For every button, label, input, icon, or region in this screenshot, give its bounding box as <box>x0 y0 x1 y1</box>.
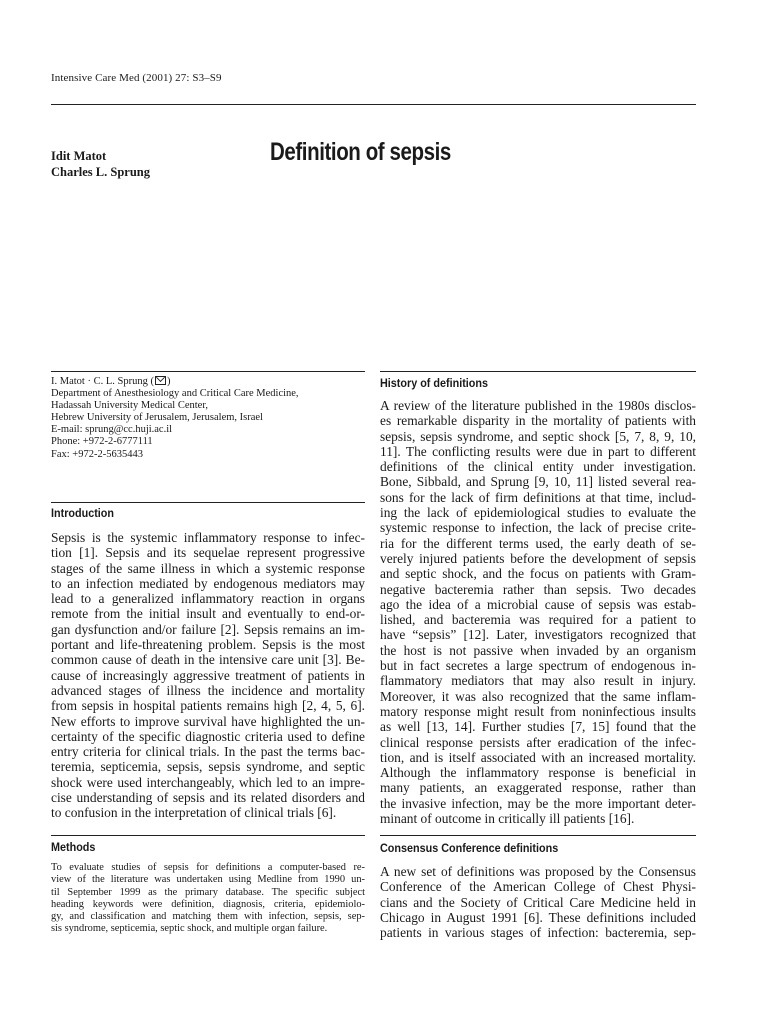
text-line: sons for the lack of firm definitions at that time, includ- <box>380 489 696 505</box>
text-line: the host is not passive when invaded by an organism <box>380 642 696 658</box>
text-line: Moreover, it was also recognized that the same inflam- <box>380 688 696 704</box>
text-line: Although the inflammatory response is beneficial in <box>380 765 696 781</box>
text-line: teremia, septicemia, sepsis, sepsis syndrome, and septic <box>51 759 365 775</box>
text-line: verely injured patients before the development of sepsis <box>380 550 696 566</box>
author-list <box>51 148 150 180</box>
text-line: ria for the different terms used, the early death of se- <box>380 535 696 551</box>
text-line: minant of outcome in critically ill patients [16]. <box>380 811 635 827</box>
header-rule <box>51 104 696 105</box>
introduction-heading: Introduction <box>51 506 114 520</box>
methods-rule <box>51 835 365 836</box>
text-line: To evaluate studies of sepsis for definitions a computer-based re- <box>51 862 365 873</box>
affiliation-rule <box>51 371 365 372</box>
text-line: certainty of the specific diagnostic criteria used to define <box>51 728 365 744</box>
text-line: New efforts to improve survival have highlighted the un- <box>51 713 365 729</box>
text-line: view of the literature was undertaken using Medline from 1990 un- <box>51 874 365 886</box>
text-line: entry criteria for clinical trials. In the past the terms bac- <box>51 744 365 760</box>
affiliation-names: I. Matot · C. L. Sprung ( ) <box>51 376 171 387</box>
text-line: cause of increasingly aggressive treatment of patients in <box>51 667 365 683</box>
affiliation-email[interactable]: E-mail: sprung@cc.huji.ac.il <box>51 424 173 436</box>
text-line: tion [1]. Sepsis and its sequelae represent progressive <box>51 545 365 561</box>
text-line: common cause of death in the intensive care unit [3]. Be- <box>51 652 365 668</box>
text-line: matory response might result from noninfectious insults <box>380 703 696 719</box>
affiliation-phone: Phone: +972-2-6777111 <box>51 436 153 448</box>
history-body <box>380 398 696 826</box>
text-line: tion, and is itself associated with an increased mortality. <box>380 749 696 765</box>
paper-title: Definition of sepsis <box>270 138 451 166</box>
affiliation-fax: Fax: +972-2-5635443 <box>51 448 143 460</box>
text-line: cians and the Society of Critical Care Medicine held in <box>380 894 696 910</box>
text-line: til September 1999 as the primary database. The specific subject <box>51 886 365 898</box>
text-line: Sepsis is the systemic inflammatory response to infec- <box>51 530 365 545</box>
envelope-icon <box>155 376 166 385</box>
text-line: stages of the same illness in which a systemic response <box>51 560 365 576</box>
text-line: advanced stages of illness the incidence and mortality <box>51 682 365 698</box>
text-line: from sepsis in hospital patients remains high [2, 4, 5, 6]. <box>51 698 365 714</box>
text-line: but in fact secretes a large spectrum of endogenous in- <box>380 658 696 674</box>
text-line: 11]. The conflicting results were due in part to different <box>380 443 696 459</box>
text-line: Chicago in August 1991 [6]. These definitions included <box>380 909 696 925</box>
text-line: and septic shock, and the focus on patients with Gram- <box>380 566 696 582</box>
text-line: es remarkable disparity in the mortality of patients with <box>380 413 696 429</box>
affiliation-line: Hebrew University of Jerusalem, Jerusalem, Israel <box>51 412 263 424</box>
text-line: A new set of definitions was proposed by the Consensus <box>380 864 696 879</box>
text-line: Bone, Sibbald, and Sprung [9, 10, 11] listed several rea- <box>380 474 696 490</box>
text-line: Conference of the American College of Chest Physi- <box>380 879 696 895</box>
text-line: sis syndrome, septicemia, septic shock, and multiple organ failure. <box>51 923 328 935</box>
text-line: clinical response persists after eradication of the infec- <box>380 734 696 750</box>
text-line: cise understanding of sepsis and its related disorders and <box>51 790 365 806</box>
introduction-rule <box>51 502 365 503</box>
text-line: shock were used interchangeably, which led to an impre- <box>51 774 365 790</box>
text-line: patients in various stages of infection: bacteremia, sep- <box>380 925 696 941</box>
affiliation-line: Department of Anesthesiology and Critical Care Medicine, <box>51 388 299 400</box>
author-affiliation <box>51 376 371 461</box>
text-line: heading keywords were definition, diagnosis, criteria, epidemiolo- <box>51 898 365 910</box>
text-line: remote from the initial insult and eventually to end-or- <box>51 606 365 622</box>
methods-heading: Methods <box>51 840 96 854</box>
affiliation-line: Hadassah University Medical Center, <box>51 400 209 412</box>
methods-body <box>51 862 365 936</box>
text-line: A review of the literature published in the 1980s disclos- <box>380 398 696 413</box>
text-line: to an infection mediated by endogenous mediators may <box>51 575 365 591</box>
text-line: flammatory mediators that may also result in injury. <box>380 673 696 689</box>
text-line: gy, and classification and matching them with infection, sepsis, sep- <box>51 911 365 923</box>
text-line: lished, and bacteremia was required for a patient to <box>380 612 696 628</box>
text-line: systemic response to infection, the lack of precise crite- <box>380 520 696 536</box>
author-name: Idit Matot <box>51 149 107 163</box>
introduction-body <box>51 530 365 821</box>
text-line: portant and life-threatening problem. Sepsis is the most <box>51 637 365 653</box>
text-line: ago the idea of a microbial cause of sepsis was estab- <box>380 596 696 612</box>
text-line: gan dysfunction and/or failure [2]. Sepsis remains an im- <box>51 621 365 637</box>
consensus-rule <box>380 835 696 836</box>
history-rule <box>380 371 696 372</box>
text-line: negative bacteremia rather than sepsis. Two decades <box>380 581 696 597</box>
text-line: have “sepsis” [12]. Later, investigators recognized that <box>380 627 696 643</box>
author-name: Charles L. Sprung <box>51 165 150 179</box>
text-line: lead to a generalized inflammatory reaction in organs <box>51 591 365 607</box>
text-line: sepsis, sepsis syndrome, and septic shock [5, 7, 8, 9, 10, <box>380 428 696 444</box>
text-line: many patients, an exaggerated response, rather than <box>380 780 696 796</box>
history-heading: History of definitions <box>380 376 488 390</box>
text-line: ing the lack of epidemiological studies to evaluate the <box>380 505 696 521</box>
text-line: as well [13, 14]. Further studies [7, 15] found that the <box>380 719 696 735</box>
consensus-heading: Consensus Conference definitions <box>380 841 559 855</box>
consensus-body <box>380 864 696 940</box>
text-line: to confusion in the interpretation of clinical trials [6]. <box>51 805 337 821</box>
text-line: the invasive infection, may be the more important deter- <box>380 795 696 811</box>
journal-citation: Intensive Care Med (2001) 27: S3–S9 <box>51 72 222 84</box>
text-line: definitions of the clinical entity under investigation. <box>380 459 696 475</box>
